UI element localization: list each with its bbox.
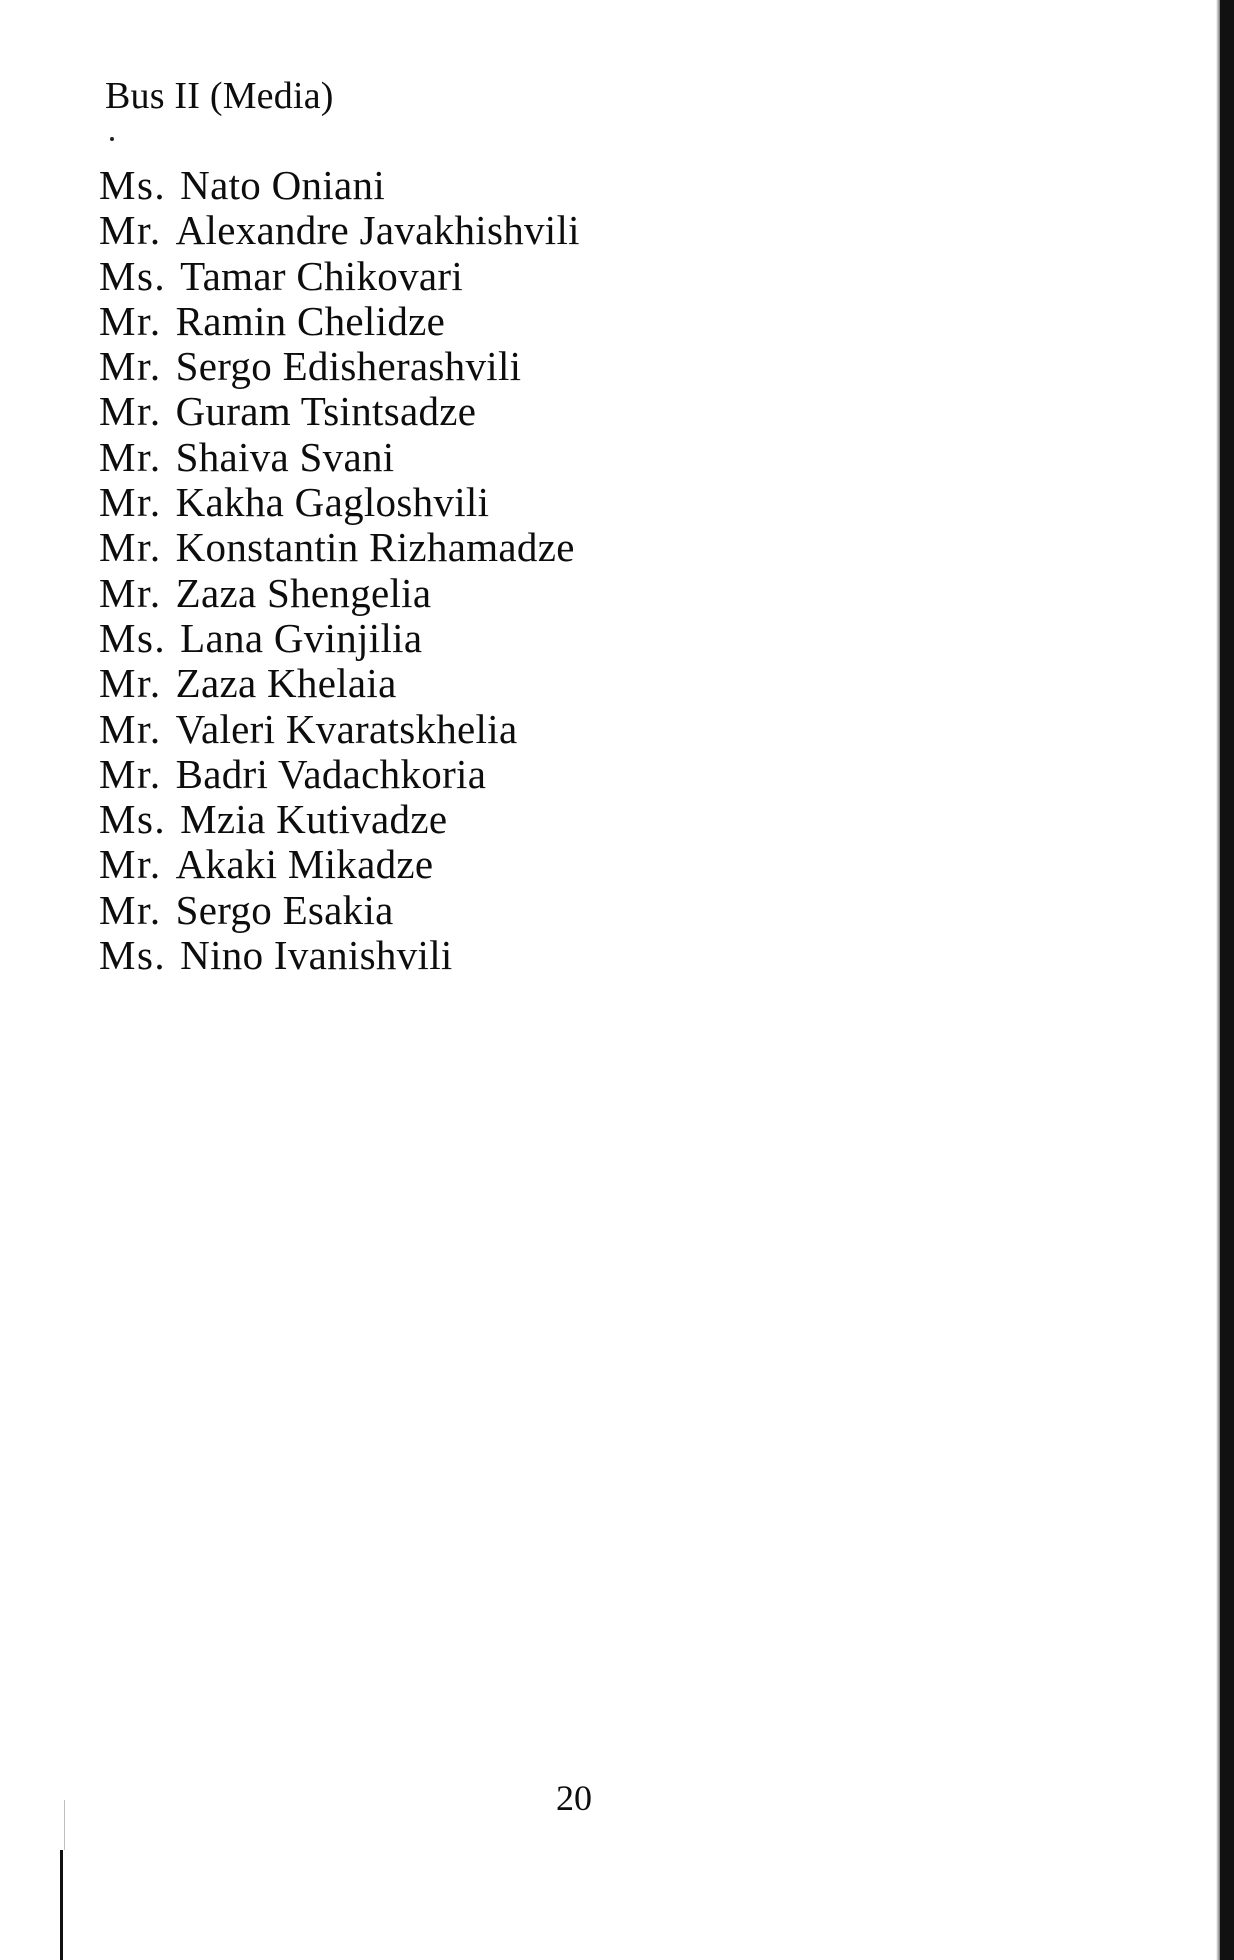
honorific: Mr.: [99, 705, 162, 752]
honorific: Mr.: [99, 207, 162, 254]
honorific: Mr.: [99, 343, 162, 390]
person-name: Kakha Gagloshvili: [175, 479, 490, 526]
list-item: [99, 616, 580, 661]
scan-mark-left: [60, 1850, 63, 1960]
person-name: Badri Vadachkoria: [175, 750, 487, 797]
person-name: Sergo Edisherashvili: [175, 343, 522, 390]
person-name: Lana Gvinjilia: [180, 614, 423, 661]
person-name: Mzia Kutivadze: [180, 796, 448, 843]
list-item: [99, 707, 580, 752]
honorific: Mr.: [99, 569, 162, 616]
scan-mark-faint: [64, 1800, 65, 1850]
person-name: Zaza Khelaia: [175, 660, 397, 707]
honorific: Ms.: [99, 162, 167, 208]
list-item: [99, 842, 580, 887]
honorific: Mr.: [99, 750, 162, 797]
attendee-list: [99, 163, 580, 978]
list-item: [99, 299, 580, 344]
person-name: Konstantin Rizhamadze: [175, 524, 575, 571]
page-number: 20: [556, 1778, 592, 1818]
honorific: Mr.: [99, 524, 162, 571]
person-name: Guram Tsintsadze: [175, 388, 477, 435]
honorific: Ms.: [99, 614, 167, 661]
list-item: [99, 389, 580, 434]
person-name: Alexandre Javakhishvili: [175, 207, 580, 254]
person-name: Ramin Chelidze: [175, 297, 446, 344]
list-item: [99, 254, 580, 299]
honorific: Mr.: [99, 388, 162, 435]
honorific: Ms.: [99, 932, 167, 979]
scan-edge-right: [1220, 0, 1234, 1960]
scan-speck: [110, 137, 114, 141]
list-item: [99, 344, 580, 389]
list-item: [99, 933, 580, 978]
list-item: [99, 752, 580, 797]
list-item: [99, 525, 580, 570]
honorific: Mr.: [99, 660, 162, 707]
honorific: Ms.: [99, 796, 167, 843]
person-name: Zaza Shengelia: [175, 569, 432, 616]
person-name: Nino Ivanishvili: [180, 932, 453, 979]
honorific: Mr.: [99, 886, 162, 933]
person-name: Tamar Chikovari: [180, 252, 464, 299]
list-item: [99, 480, 580, 525]
list-item: [99, 888, 580, 933]
list-item: [99, 797, 580, 842]
honorific: Mr.: [99, 841, 162, 888]
list-item: [99, 571, 580, 616]
section-heading: Bus II (Media): [105, 75, 334, 117]
honorific: Mr.: [99, 433, 162, 480]
person-name: Shaiva Svani: [175, 433, 395, 480]
list-item: [99, 435, 580, 480]
person-name: Akaki Mikadze: [175, 841, 434, 888]
honorific: Mr.: [99, 479, 162, 526]
honorific: Ms.: [99, 252, 167, 299]
list-item: [99, 661, 580, 706]
honorific: Mr.: [99, 297, 162, 344]
person-name: Sergo Esakia: [175, 886, 394, 933]
list-item: [99, 163, 580, 208]
person-name: Nato Oniani: [180, 162, 386, 208]
person-name: Valeri Kvaratskhelia: [175, 705, 518, 752]
list-item: [99, 208, 580, 253]
